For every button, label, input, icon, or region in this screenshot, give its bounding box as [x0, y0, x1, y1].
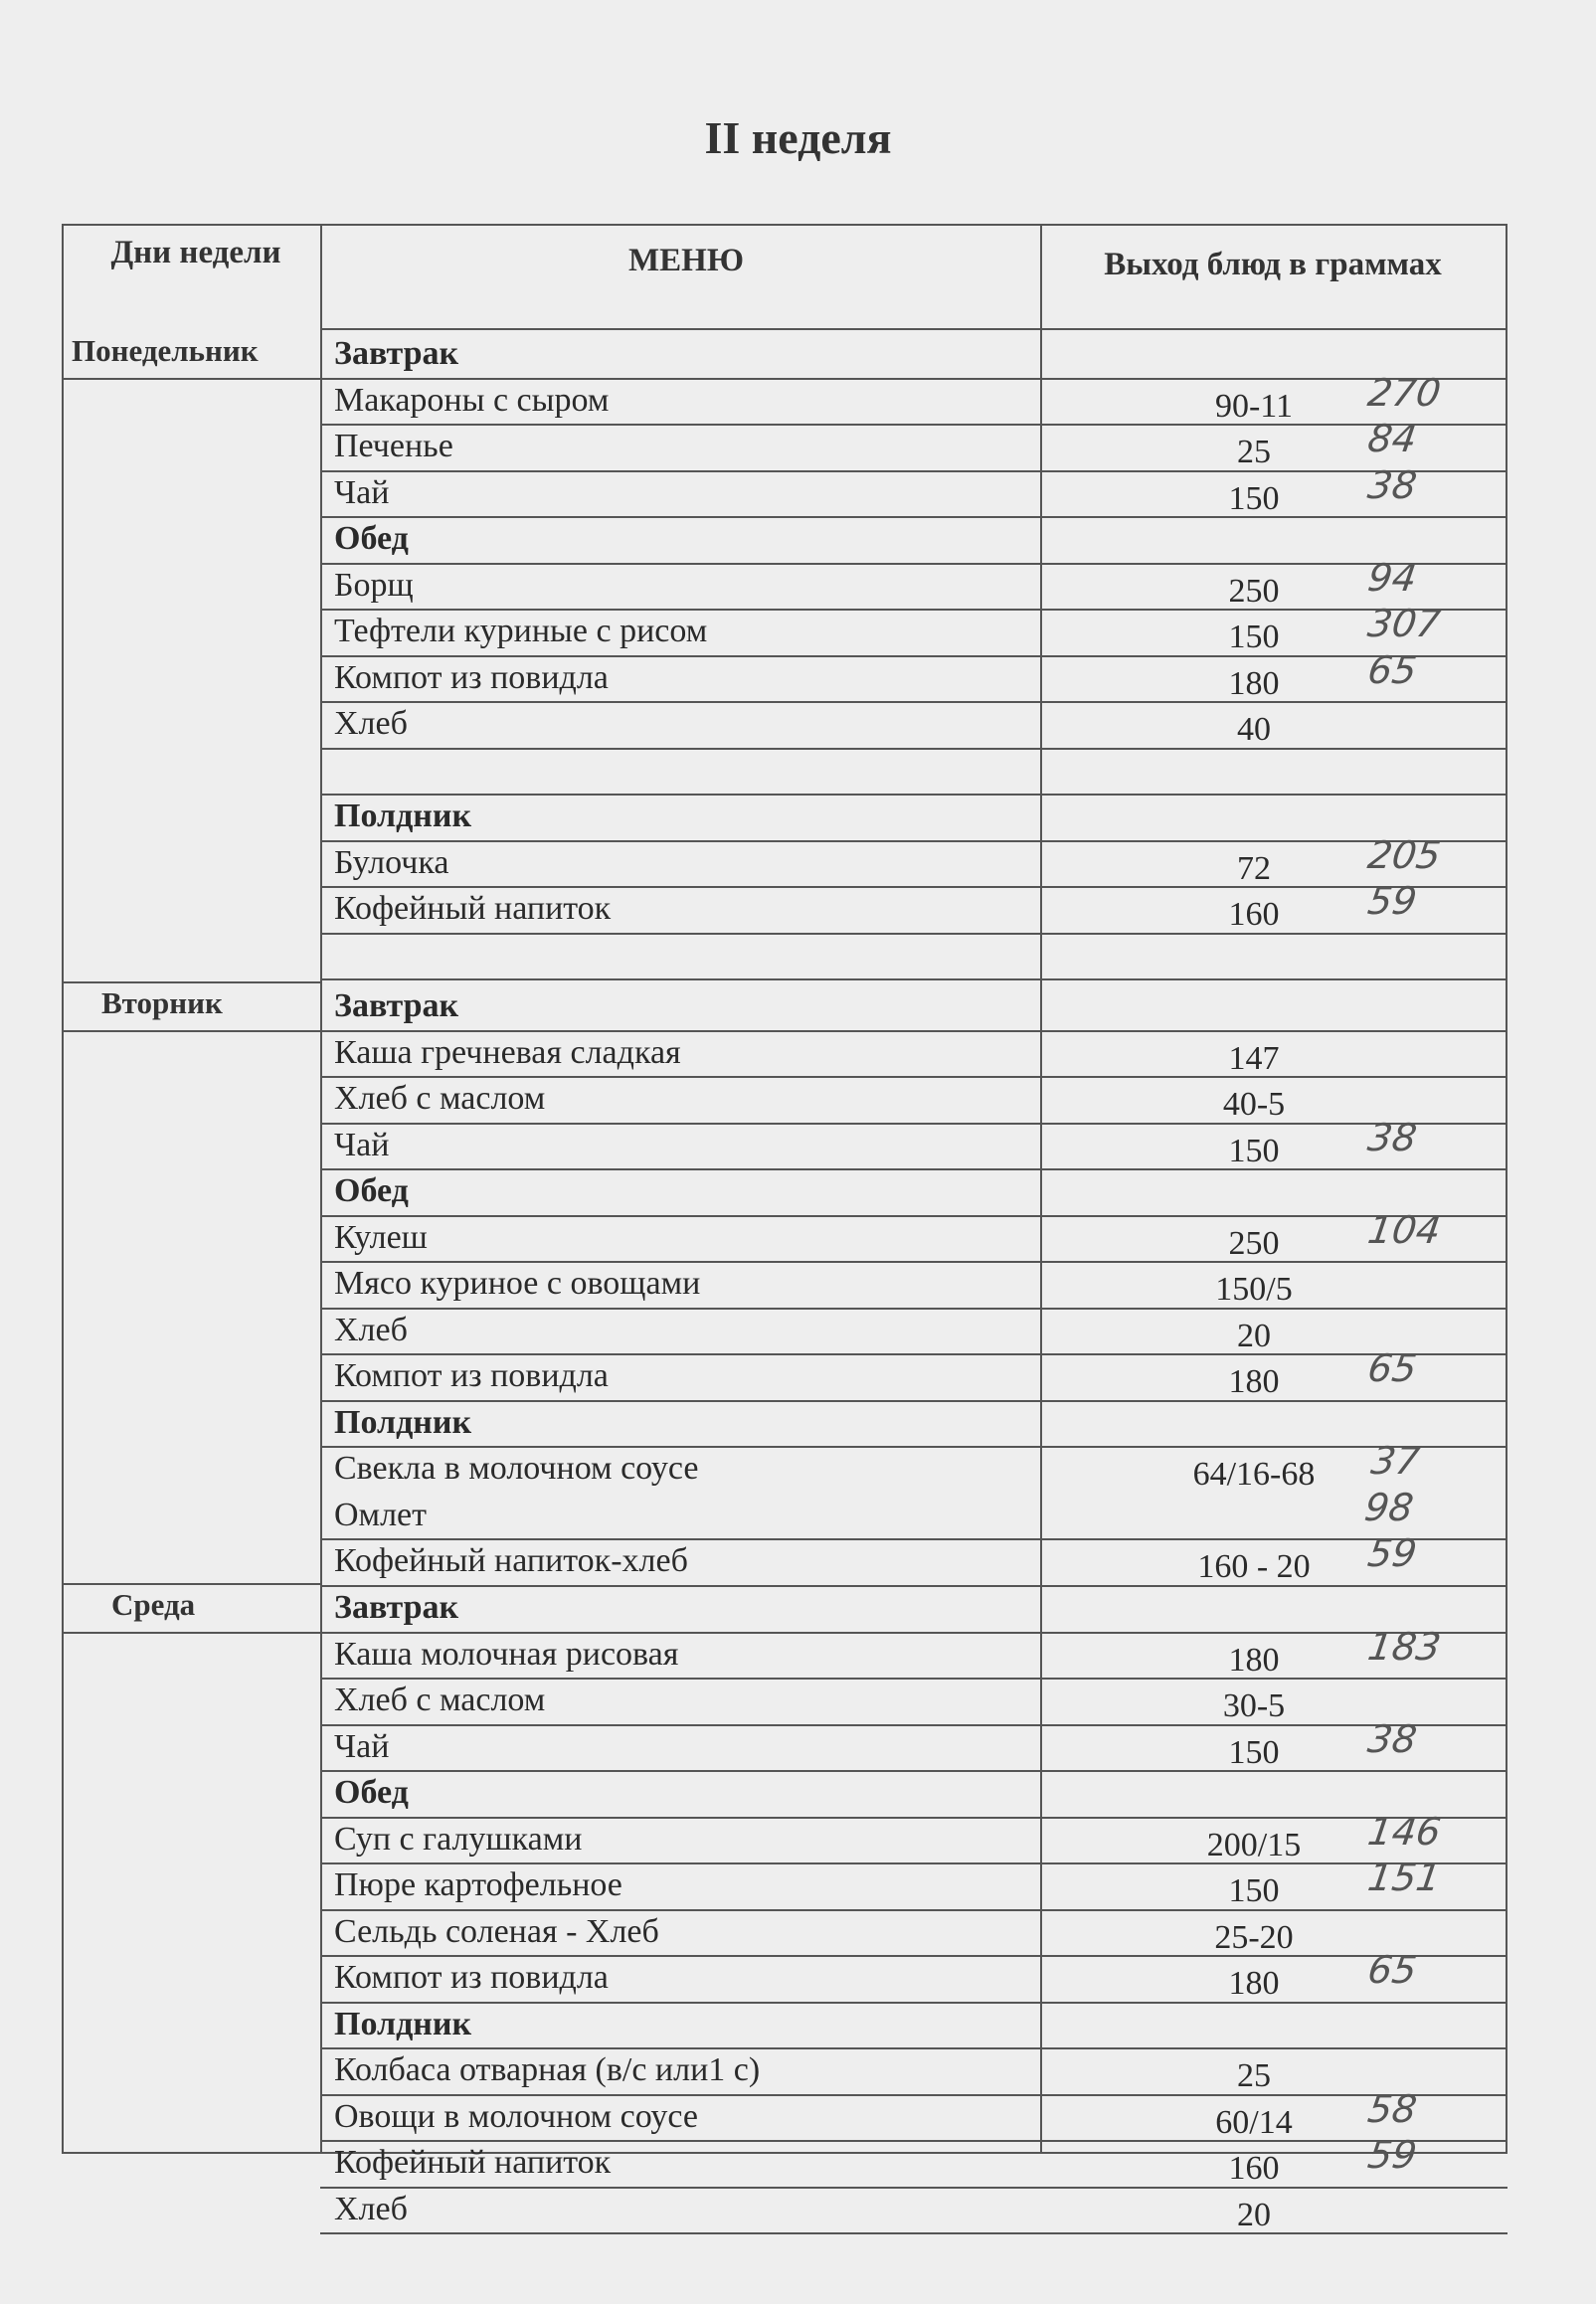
portion-weight: 150	[1228, 1872, 1280, 1909]
portion-weight: 150	[1228, 479, 1280, 517]
dish-name: Свекла в молочном соусе Омлет	[334, 1450, 699, 1533]
portion-weight: 180	[1228, 664, 1280, 702]
dish-name: Хлеб с маслом	[334, 1682, 546, 1718]
portion-weight: 25-20	[1214, 1918, 1294, 1956]
meal-section-row	[334, 1770, 1507, 1817]
menu-item-row	[334, 748, 1507, 795]
meal-section-row	[334, 1585, 1507, 1632]
dish-name: Кофейный напиток	[334, 2144, 612, 2181]
page-title: II неделя	[704, 112, 892, 163]
portion-weight: 200/15	[1206, 1826, 1302, 1863]
menu-item-row	[334, 1948, 1507, 2002]
handwritten-note: 58	[1364, 2086, 1420, 2131]
table-rule	[320, 978, 1507, 980]
handwritten-note: 38	[1364, 1115, 1420, 1159]
handwritten-note: 205	[1364, 832, 1444, 877]
handwritten-note: 59	[1364, 879, 1420, 923]
meal-section-label: Завтрак	[334, 1589, 459, 1626]
meal-section-row	[334, 2002, 1507, 2048]
meal-section-label: Завтрак	[334, 335, 459, 372]
portion-weight: 64/16-68	[1192, 1456, 1316, 1493]
dish-name: Колбаса отварная (в/с или1 с)	[334, 2051, 761, 2088]
menu-item-row	[334, 1909, 1507, 1956]
portion-weight: 20	[1237, 1317, 1271, 1354]
meal-section-row	[334, 1400, 1507, 1447]
portion-weight: 180	[1228, 1965, 1280, 2002]
dish-name: Компот из повидла	[334, 658, 609, 696]
meal-section-row	[334, 1168, 1507, 1215]
handwritten-note: 59	[1364, 1531, 1420, 1575]
dish-name: Хлеб	[334, 1311, 408, 1348]
portion-weight: 180	[1228, 1641, 1280, 1679]
dish-name: Каша молочная рисовая	[334, 1635, 679, 1673]
menu-item-row	[334, 1678, 1507, 1724]
menu-item-row	[334, 933, 1507, 979]
menu-item-row	[334, 417, 1507, 470]
portion-weight: 160	[1228, 2150, 1280, 2187]
dish-name: Хлеб	[334, 705, 408, 742]
menu-item-row	[334, 832, 1507, 887]
portion-weight: 150	[1228, 1733, 1280, 1771]
dish-name: Чай	[334, 1727, 390, 1765]
handwritten-note: 65	[1364, 1346, 1420, 1390]
portion-weight: 25	[1237, 2057, 1271, 2094]
table-rule	[62, 1632, 320, 1634]
table-rule	[62, 1583, 320, 1585]
handwritten-note: 59	[1364, 2133, 1420, 2177]
portion-weight: 72	[1237, 849, 1271, 887]
portion-weight: 25	[1237, 434, 1271, 470]
header-days: Дни недели	[110, 235, 281, 270]
dish-name: Чай	[334, 1126, 390, 1163]
table-rule	[62, 981, 320, 983]
menu-item-row	[334, 879, 1507, 933]
portion-weight: 60/14	[1215, 2103, 1293, 2141]
table-rule	[320, 328, 1507, 330]
dish-name: Кофейный напиток-хлеб	[334, 1542, 688, 1579]
menu-item-row	[334, 1261, 1507, 1308]
portion-weight: 90-11	[1214, 387, 1294, 425]
portion-weight: 20	[1237, 2196, 1271, 2233]
handwritten-note: 65	[1364, 647, 1420, 692]
portion-weight: 250	[1228, 572, 1280, 610]
dish-name: Мясо куриное с овощами	[334, 1265, 701, 1302]
meal-section-row	[334, 331, 1507, 378]
portion-weight: 150	[1228, 1132, 1280, 1169]
table-rule	[62, 378, 320, 380]
meal-section-label: Полдник	[334, 1403, 472, 1441]
portion-weight: 150	[1228, 619, 1280, 655]
handwritten-note: 94	[1364, 555, 1420, 600]
portion-weight: 30-5	[1222, 1687, 1286, 1724]
handwritten-note: 104	[1364, 1207, 1444, 1252]
meal-section-label: Полдник	[334, 2005, 472, 2042]
dish-name: Макароны с сыром	[334, 381, 610, 419]
table-rule	[62, 1030, 320, 1032]
dish-name: Печенье	[334, 428, 453, 464]
meal-section-row	[334, 516, 1507, 563]
menu-item-row	[334, 1439, 1507, 1538]
menu-item-row	[334, 1030, 1507, 1077]
menu-item-row	[334, 370, 1507, 425]
menu-item-row	[334, 2187, 1507, 2233]
handwritten-note: 151	[1364, 1856, 1444, 1899]
dish-name: Хлеб	[334, 2190, 408, 2227]
dish-name: Тефтели куриные с рисом	[334, 613, 708, 649]
portion-weight: 40-5	[1222, 1086, 1286, 1123]
handwritten-note: 307	[1364, 602, 1444, 645]
handwritten-note: 183	[1364, 1624, 1444, 1669]
dish-name: Суп с галушками	[334, 1820, 583, 1858]
menu-item-row	[334, 555, 1507, 610]
menu-item-row	[334, 1308, 1507, 1354]
handwritten-note: 270	[1364, 370, 1444, 415]
portion-weight: 160 - 20	[1197, 1548, 1311, 1585]
menu-item-row	[334, 1856, 1507, 1909]
portion-weight: 180	[1228, 1363, 1280, 1400]
meal-section-label: Полдник	[334, 798, 472, 834]
portion-weight: 150/5	[1215, 1271, 1293, 1308]
meal-section-row	[334, 794, 1507, 840]
menu-item-row	[334, 647, 1507, 702]
day-name: Среда	[111, 1587, 196, 1622]
day-name: Понедельник	[72, 333, 259, 368]
header-yield: Выход блюд в граммах	[1104, 247, 1442, 282]
menu-item-row	[334, 602, 1507, 655]
menu-item-row	[334, 462, 1507, 517]
menu-item-row	[334, 2086, 1507, 2141]
handwritten-note: 84	[1364, 417, 1420, 460]
portion-weight: 250	[1228, 1224, 1280, 1262]
dish-name: Чай	[334, 473, 390, 511]
menu-item-row	[334, 2133, 1507, 2187]
handwritten-note: 37 98	[1361, 1439, 1423, 1529]
menu-item-row	[334, 1207, 1507, 1262]
handwritten-note: 38	[1364, 462, 1420, 507]
day-name: Вторник	[101, 985, 223, 1020]
portion-weight: 147	[1228, 1039, 1280, 1077]
meal-section-row	[334, 983, 1507, 1030]
dish-name: Каша гречневая сладкая	[334, 1033, 681, 1071]
dish-name: Булочка	[334, 843, 449, 881]
dish-name: Хлеб с маслом	[334, 1080, 546, 1117]
dish-name: Борщ	[334, 566, 414, 604]
meal-section-label: Обед	[334, 520, 409, 557]
menu-item-row	[334, 1346, 1507, 1400]
header-menu: МЕНЮ	[628, 243, 744, 278]
meal-section-label: Обед	[334, 1774, 409, 1811]
meal-section-label: Завтрак	[334, 987, 459, 1024]
menu-item-row	[334, 1624, 1507, 1679]
menu-item-row	[334, 2047, 1507, 2094]
menu-item-row	[334, 1531, 1507, 1585]
dish-name: Пюре картофельное	[334, 1866, 622, 1903]
dish-name: Компот из повидла	[334, 1357, 609, 1394]
handwritten-note: 146	[1364, 1809, 1444, 1854]
dish-name: Овощи в молочном соусе	[334, 2097, 699, 2135]
dish-name: Кофейный напиток	[334, 890, 612, 927]
menu-item-row	[334, 1716, 1507, 1771]
dish-name: Компот из повидла	[334, 1959, 609, 1996]
menu-item-row	[334, 1809, 1507, 1863]
handwritten-note: 65	[1364, 1948, 1420, 1992]
dish-name: Кулеш	[334, 1218, 428, 1256]
handwritten-note: 38	[1364, 1716, 1420, 1761]
meal-section-label: Обед	[334, 1172, 409, 1209]
portion-weight: 40	[1237, 711, 1271, 748]
menu-item-row	[334, 701, 1507, 748]
dish-name: Сельдь соленая - Хлеб	[334, 1912, 659, 1950]
portion-weight: 160	[1228, 896, 1280, 933]
menu-item-row	[334, 1076, 1507, 1123]
menu-item-row	[334, 1115, 1507, 1169]
